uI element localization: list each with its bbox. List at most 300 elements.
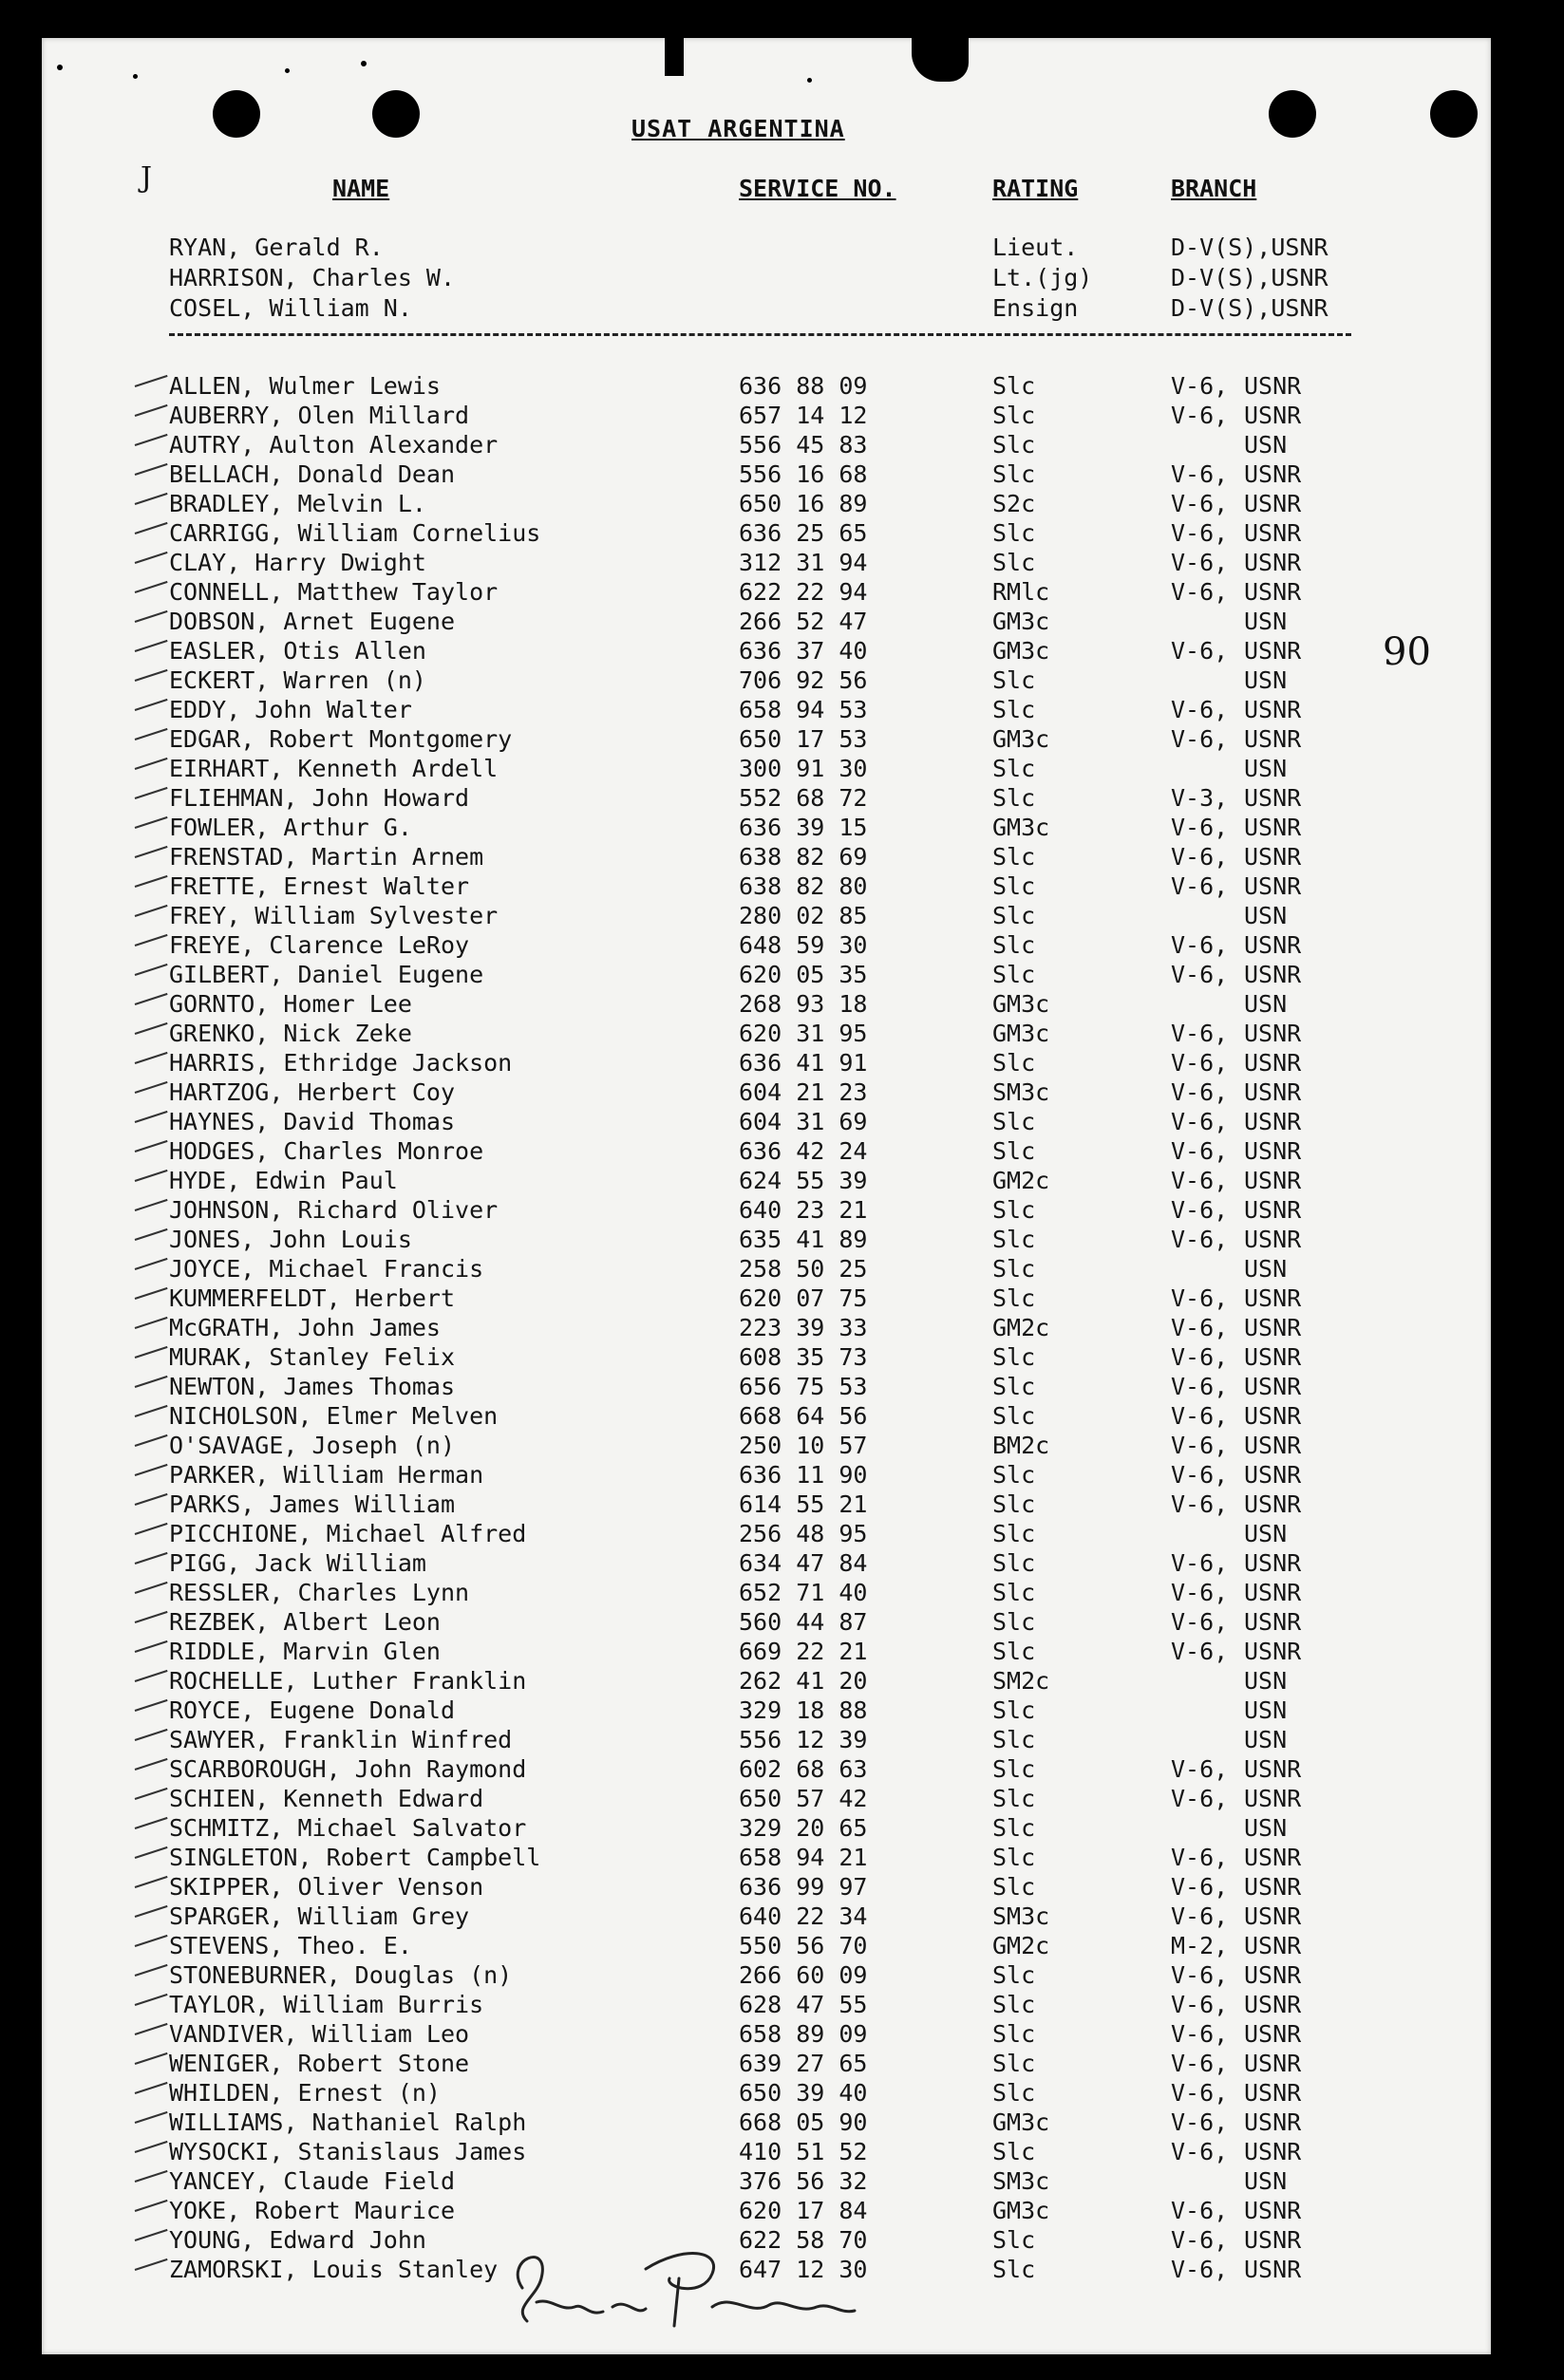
crew-service-no: 556 16 68 — [739, 460, 868, 488]
crew-branch: USNR — [1244, 2079, 1302, 2107]
crew-branch-code: V-6, — [1171, 490, 1229, 517]
crew-row — [0, 1373, 1564, 1402]
crew-branch: USNR — [1244, 2197, 1302, 2224]
crew-service-no: 223 39 33 — [739, 1314, 868, 1341]
punch-hole — [372, 90, 420, 138]
crew-branch-code: V-6, — [1171, 1785, 1229, 1812]
crew-name: REZBEK, Albert Leon — [169, 1608, 441, 1636]
crew-branch: USNR — [1244, 2108, 1302, 2136]
crew-service-no: 636 39 15 — [739, 814, 868, 841]
crew-service-no: 636 42 24 — [739, 1137, 868, 1165]
check-mark — [135, 1523, 168, 1535]
crew-service-no: 620 17 84 — [739, 2197, 868, 2224]
crew-branch: USNR — [1244, 402, 1302, 429]
crew-branch: USN — [1244, 990, 1288, 1018]
crew-service-no: 650 16 89 — [739, 490, 868, 517]
check-mark — [135, 1493, 168, 1506]
crew-name: BRADLEY, Melvin L. — [169, 490, 426, 517]
crew-row — [0, 1932, 1564, 1961]
crew-branch: USNR — [1244, 519, 1302, 547]
check-mark — [135, 463, 168, 476]
crew-branch-code: V-6, — [1171, 1226, 1229, 1253]
crew-rating: Slc — [992, 931, 1036, 959]
crew-row — [0, 2197, 1564, 2226]
crew-row — [0, 549, 1564, 578]
crew-branch: USNR — [1244, 784, 1302, 812]
crew-branch-code: V-6, — [1171, 1549, 1229, 1577]
crew-branch: USNR — [1244, 725, 1302, 753]
crew-row — [0, 666, 1564, 696]
crew-branch: USNR — [1244, 490, 1302, 517]
section-divider — [169, 333, 1351, 336]
crew-branch: USN — [1244, 431, 1288, 459]
crew-rating: GM3c — [992, 637, 1050, 665]
crew-rating: Slc — [992, 2256, 1036, 2283]
crew-service-no: 312 31 94 — [739, 549, 868, 576]
crew-row — [0, 1638, 1564, 1667]
crew-rating: GM3c — [992, 2108, 1050, 2136]
officer-name: COSEL, William N. — [169, 294, 412, 322]
crew-branch: USNR — [1244, 1284, 1302, 1312]
crew-service-no: 650 17 53 — [739, 725, 868, 753]
crew-rating: Slc — [992, 1844, 1036, 1871]
crew-rating: Slc — [992, 1402, 1036, 1430]
crew-rating: RMlc — [992, 578, 1050, 606]
crew-branch-code: V-6, — [1171, 1902, 1229, 1930]
check-mark — [135, 2200, 168, 2212]
crew-branch-code: V-6, — [1171, 931, 1229, 959]
crew-name: EASLER, Otis Allen — [169, 637, 426, 665]
crew-name: NICHOLSON, Elmer Melven — [169, 1402, 499, 1430]
crew-rating: S2c — [992, 490, 1036, 517]
check-mark — [135, 493, 168, 505]
crew-service-no: 622 22 94 — [739, 578, 868, 606]
crew-service-no: 636 11 90 — [739, 1461, 868, 1489]
check-mark — [135, 552, 168, 564]
crew-service-no: 652 71 40 — [739, 1579, 868, 1606]
crew-service-no: 560 44 87 — [739, 1608, 868, 1636]
crew-branch: USNR — [1244, 1343, 1302, 1371]
crew-row — [0, 902, 1564, 931]
crew-row — [0, 1991, 1564, 2020]
check-mark — [135, 1022, 168, 1035]
crew-rating: Slc — [992, 1226, 1036, 1253]
crew-name: TAYLOR, William Burris — [169, 1991, 484, 2018]
crew-row — [0, 637, 1564, 666]
check-mark — [135, 2141, 168, 2153]
crew-rating: Slc — [992, 1137, 1036, 1165]
crew-branch-code: V-6, — [1171, 1078, 1229, 1106]
page-number: 90 — [1383, 630, 1431, 674]
crew-rating: GM3c — [992, 814, 1050, 841]
crew-branch: USNR — [1244, 1579, 1302, 1606]
crew-rating: GM3c — [992, 725, 1050, 753]
crew-branch: USNR — [1244, 2050, 1302, 2077]
check-mark — [135, 404, 168, 417]
check-mark — [135, 1994, 168, 2006]
crew-name: FREYE, Clarence LeRoy — [169, 931, 470, 959]
crew-rating: GM2c — [992, 1314, 1050, 1341]
crew-rating: GM3c — [992, 608, 1050, 635]
crew-row — [0, 2108, 1564, 2138]
crew-branch-code: V-6, — [1171, 1579, 1229, 1606]
check-mark — [135, 1552, 168, 1565]
crew-branch-code: V-6, — [1171, 2256, 1229, 2283]
officer-rating: Lt.(jg) — [992, 264, 1093, 291]
check-mark — [135, 2229, 168, 2241]
crew-branch: USN — [1244, 902, 1288, 929]
column-header-service-no: SERVICE NO. — [739, 175, 896, 202]
crew-row — [0, 490, 1564, 519]
crew-row — [0, 1226, 1564, 1255]
check-mark — [135, 1258, 168, 1270]
crew-rating: Slc — [992, 961, 1036, 988]
ink-speck — [285, 68, 290, 73]
crew-row — [0, 431, 1564, 460]
crew-name: YANCEY, Claude Field — [169, 2167, 456, 2195]
crew-rating: GM2c — [992, 1167, 1050, 1194]
torn-edge — [665, 38, 684, 76]
check-mark — [135, 1758, 168, 1771]
crew-rating: Slc — [992, 2020, 1036, 2048]
check-mark — [135, 905, 168, 917]
crew-service-no: 669 22 21 — [739, 1638, 868, 1665]
crew-name: WENIGER, Robert Stone — [169, 2050, 470, 2077]
crew-row — [0, 1961, 1564, 1991]
crew-row — [0, 1608, 1564, 1638]
crew-branch-code: V-6, — [1171, 637, 1229, 665]
check-mark — [135, 1817, 168, 1829]
crew-rating: Slc — [992, 696, 1036, 723]
check-mark — [135, 1846, 168, 1859]
crew-branch-code: V-6, — [1171, 2197, 1229, 2224]
crew-name: GRENKO, Nick Zeke — [169, 1020, 412, 1047]
crew-row — [0, 608, 1564, 637]
check-mark — [135, 1788, 168, 1800]
crew-branch: USN — [1244, 1255, 1288, 1283]
crew-rating: BM2c — [992, 1432, 1050, 1459]
crew-service-no: 266 60 09 — [739, 1961, 868, 1989]
crew-name: RIDDLE, Marvin Glen — [169, 1638, 441, 1665]
check-mark — [135, 1464, 168, 1476]
check-mark — [135, 1287, 168, 1300]
punch-hole — [1269, 90, 1316, 138]
crew-service-no: 614 55 21 — [739, 1490, 868, 1518]
crew-row — [0, 1167, 1564, 1196]
crew-name: BELLACH, Donald Dean — [169, 460, 456, 488]
crew-row — [0, 872, 1564, 902]
crew-service-no: 656 75 53 — [739, 1373, 868, 1400]
ink-speck — [57, 65, 63, 70]
crew-name: O'SAVAGE, Joseph (n) — [169, 1432, 456, 1459]
crew-rating: Slc — [992, 1520, 1036, 1547]
crew-service-no: 668 64 56 — [739, 1402, 868, 1430]
crew-branch: USNR — [1244, 1432, 1302, 1459]
crew-service-no: 604 21 23 — [739, 1078, 868, 1106]
crew-name: STONEBURNER, Douglas (n) — [169, 1961, 513, 1989]
crew-row — [0, 1343, 1564, 1373]
crew-rating: Slc — [992, 2079, 1036, 2107]
crew-name: HAYNES, David Thomas — [169, 1108, 456, 1135]
crew-branch: USNR — [1244, 1078, 1302, 1106]
check-mark — [135, 699, 168, 711]
crew-branch-code: V-6, — [1171, 1020, 1229, 1047]
crew-rating: GM2c — [992, 1932, 1050, 1959]
crew-service-no: 647 12 30 — [739, 2256, 868, 2283]
check-mark — [135, 581, 168, 593]
crew-service-no: 658 94 53 — [739, 696, 868, 723]
crew-service-no: 636 25 65 — [739, 519, 868, 547]
crew-branch: USNR — [1244, 1461, 1302, 1489]
crew-name: SAWYER, Franklin Winfred — [169, 1726, 513, 1753]
crew-branch: USNR — [1244, 460, 1302, 488]
crew-row — [0, 2020, 1564, 2050]
crew-rating: SM3c — [992, 1078, 1050, 1106]
crew-branch: USNR — [1244, 1608, 1302, 1636]
crew-branch-code: V-3, — [1171, 784, 1229, 812]
crew-name: SPARGER, William Grey — [169, 1902, 470, 1930]
crew-branch-code: V-6, — [1171, 725, 1229, 753]
crew-name: ALLEN, Wulmer Lewis — [169, 372, 441, 400]
crew-branch: USNR — [1244, 1108, 1302, 1135]
crew-branch-code: V-6, — [1171, 2079, 1229, 2107]
crew-branch-code: M-2, — [1171, 1932, 1229, 1959]
crew-rating: Slc — [992, 1108, 1036, 1135]
crew-rating: Slc — [992, 1814, 1036, 1842]
crew-name: STEVENS, Theo. E. — [169, 1932, 412, 1959]
crew-branch: USNR — [1244, 637, 1302, 665]
crew-name: FRETTE, Ernest Walter — [169, 872, 470, 900]
crew-service-no: 639 27 65 — [739, 2050, 868, 2077]
crew-service-no: 668 05 90 — [739, 2108, 868, 2136]
crew-row — [0, 2138, 1564, 2167]
crew-name: SINGLETON, Robert Campbell — [169, 1844, 541, 1871]
check-mark — [135, 1640, 168, 1653]
crew-branch-code: V-6, — [1171, 1844, 1229, 1871]
crew-branch: USNR — [1244, 1991, 1302, 2018]
crew-branch-code: V-6, — [1171, 1167, 1229, 1194]
crew-service-no: 658 89 09 — [739, 2020, 868, 2048]
crew-branch-code: V-6, — [1171, 2138, 1229, 2165]
crew-service-no: 620 31 95 — [739, 1020, 868, 1047]
crew-row — [0, 372, 1564, 402]
crew-branch-code: V-6, — [1171, 1490, 1229, 1518]
crew-service-no: 638 82 69 — [739, 843, 868, 871]
officer-name: HARRISON, Charles W. — [169, 264, 456, 291]
crew-name: PIGG, Jack William — [169, 1549, 426, 1577]
crew-row — [0, 1049, 1564, 1078]
crew-row — [0, 1137, 1564, 1167]
crew-service-no: 635 41 89 — [739, 1226, 868, 1253]
crew-row — [0, 1490, 1564, 1520]
crew-row — [0, 1078, 1564, 1108]
crew-row — [0, 843, 1564, 872]
crew-name: AUTRY, Aulton Alexander — [169, 431, 499, 459]
crew-name: HARRIS, Ethridge Jackson — [169, 1049, 513, 1077]
check-mark — [135, 2111, 168, 2124]
crew-service-no: 300 91 30 — [739, 755, 868, 782]
crew-rating: SM2c — [992, 1667, 1050, 1695]
crew-name: EIRHART, Kenneth Ardell — [169, 755, 499, 782]
crew-branch: USNR — [1244, 931, 1302, 959]
crew-branch: USN — [1244, 1814, 1288, 1842]
check-mark — [135, 1052, 168, 1064]
crew-name: ECKERT, Warren (n) — [169, 666, 426, 694]
crew-service-no: 620 07 75 — [739, 1284, 868, 1312]
crew-service-no: 268 93 18 — [739, 990, 868, 1018]
crew-name: FOWLER, Arthur G. — [169, 814, 412, 841]
check-mark — [135, 610, 168, 623]
crew-branch-code: V-6, — [1171, 696, 1229, 723]
crew-name: EDDY, John Walter — [169, 696, 412, 723]
crew-rating: Slc — [992, 1785, 1036, 1812]
check-mark — [135, 787, 168, 799]
crew-branch: USNR — [1244, 1196, 1302, 1224]
crew-row — [0, 1873, 1564, 1902]
check-mark — [135, 669, 168, 682]
crew-name: SCHIEN, Kenneth Edward — [169, 1785, 484, 1812]
crew-rating: Slc — [992, 1961, 1036, 1989]
crew-rating: Slc — [992, 1255, 1036, 1283]
crew-branch-code: V-6, — [1171, 2226, 1229, 2254]
crew-row — [0, 961, 1564, 990]
crew-list — [0, 372, 1564, 2285]
crew-service-no: 706 92 56 — [739, 666, 868, 694]
check-mark — [135, 1670, 168, 1682]
crew-branch-code: V-6, — [1171, 1108, 1229, 1135]
ink-speck — [361, 61, 367, 66]
check-mark — [135, 1111, 168, 1123]
crew-row — [0, 1461, 1564, 1490]
crew-rating: Slc — [992, 1196, 1036, 1224]
crew-branch: USN — [1244, 666, 1288, 694]
crew-row — [0, 1520, 1564, 1549]
crew-branch-code: V-6, — [1171, 402, 1229, 429]
crew-row — [0, 402, 1564, 431]
crew-service-no: 628 47 55 — [739, 1991, 868, 2018]
crew-name: PICCHIONE, Michael Alfred — [169, 1520, 527, 1547]
crew-service-no: 624 55 39 — [739, 1167, 868, 1194]
crew-name: AUBERRY, Olen Millard — [169, 402, 470, 429]
check-mark — [135, 2170, 168, 2183]
crew-branch: USN — [1244, 1696, 1288, 1724]
crew-name: WYSOCKI, Stanislaus James — [169, 2138, 527, 2165]
crew-branch: USNR — [1244, 1020, 1302, 1047]
crew-rating: GM3c — [992, 1020, 1050, 1047]
crew-branch: USNR — [1244, 814, 1302, 841]
crew-rating: Slc — [992, 1608, 1036, 1636]
check-mark — [135, 1729, 168, 1741]
check-mark — [135, 375, 168, 387]
crew-name: RESSLER, Charles Lynn — [169, 1579, 470, 1606]
crew-rating: Slc — [992, 1490, 1036, 1518]
crew-service-no: 638 82 80 — [739, 872, 868, 900]
check-mark — [135, 993, 168, 1005]
crew-branch-code: V-6, — [1171, 1961, 1229, 1989]
crew-branch: USNR — [1244, 2138, 1302, 2165]
crew-row — [0, 1844, 1564, 1873]
crew-rating: Slc — [992, 2050, 1036, 2077]
crew-name: CONNELL, Matthew Taylor — [169, 578, 499, 606]
crew-name: HYDE, Edwin Paul — [169, 1167, 398, 1194]
check-mark — [135, 846, 168, 858]
crew-branch-code: V-6, — [1171, 1991, 1229, 2018]
crew-service-no: 650 39 40 — [739, 2079, 868, 2107]
crew-service-no: 608 35 73 — [739, 1343, 868, 1371]
crew-branch-code: V-6, — [1171, 961, 1229, 988]
crew-branch: USNR — [1244, 1902, 1302, 1930]
crew-rating: Slc — [992, 1343, 1036, 1371]
crew-branch-code: V-6, — [1171, 1373, 1229, 1400]
officer-rating: Ensign — [992, 294, 1079, 322]
crew-service-no: 550 56 70 — [739, 1932, 868, 1959]
crew-service-no: 622 58 70 — [739, 2226, 868, 2254]
crew-service-no: 604 31 69 — [739, 1108, 868, 1135]
crew-branch: USNR — [1244, 578, 1302, 606]
crew-service-no: 640 23 21 — [739, 1196, 868, 1224]
crew-service-no: 329 18 88 — [739, 1696, 868, 1724]
crew-rating: Slc — [992, 1049, 1036, 1077]
crew-service-no: 636 37 40 — [739, 637, 868, 665]
crew-row — [0, 1314, 1564, 1343]
check-mark — [135, 1376, 168, 1388]
crew-row — [0, 1814, 1564, 1844]
crew-row — [0, 1579, 1564, 1608]
crew-name: HODGES, Charles Monroe — [169, 1137, 484, 1165]
crew-rating: Slc — [992, 2226, 1036, 2254]
check-mark — [135, 1081, 168, 1094]
check-mark — [135, 1405, 168, 1417]
crew-row — [0, 519, 1564, 549]
crew-rating: Slc — [992, 872, 1036, 900]
crew-branch: USNR — [1244, 1490, 1302, 1518]
crew-service-no: 250 10 57 — [739, 1432, 868, 1459]
crew-branch: USNR — [1244, 961, 1302, 988]
crew-service-no: 636 41 91 — [739, 1049, 868, 1077]
crew-branch-code: V-6, — [1171, 1196, 1229, 1224]
crew-service-no: 636 88 09 — [739, 372, 868, 400]
crew-name: SCARBOROUGH, John Raymond — [169, 1755, 527, 1783]
crew-rating: Slc — [992, 549, 1036, 576]
crew-branch: USNR — [1244, 1961, 1302, 1989]
check-mark — [135, 522, 168, 534]
crew-service-no: 376 56 32 — [739, 2167, 868, 2195]
crew-row — [0, 1402, 1564, 1432]
check-mark — [135, 1699, 168, 1712]
crew-name: WILLIAMS, Nathaniel Ralph — [169, 2108, 527, 2136]
crew-rating: Slc — [992, 402, 1036, 429]
crew-branch-code: V-6, — [1171, 1461, 1229, 1489]
crew-row — [0, 696, 1564, 725]
check-mark — [135, 964, 168, 976]
check-mark — [135, 728, 168, 740]
crew-rating: Slc — [992, 784, 1036, 812]
crew-branch: USNR — [1244, 696, 1302, 723]
crew-service-no: 640 22 34 — [739, 1902, 868, 1930]
crew-name: MURAK, Stanley Felix — [169, 1343, 456, 1371]
check-mark — [135, 1346, 168, 1359]
check-mark — [135, 1170, 168, 1182]
crew-branch: USNR — [1244, 1402, 1302, 1430]
crew-service-no: 648 59 30 — [739, 931, 868, 959]
officer-list — [0, 234, 1564, 325]
crew-branch-code: V-6, — [1171, 1608, 1229, 1636]
crew-service-no: 650 57 42 — [739, 1785, 868, 1812]
crew-name: FREY, William Sylvester — [169, 902, 499, 929]
column-header-branch: BRANCH — [1171, 175, 1257, 202]
crew-row — [0, 725, 1564, 755]
crew-row — [0, 1284, 1564, 1314]
